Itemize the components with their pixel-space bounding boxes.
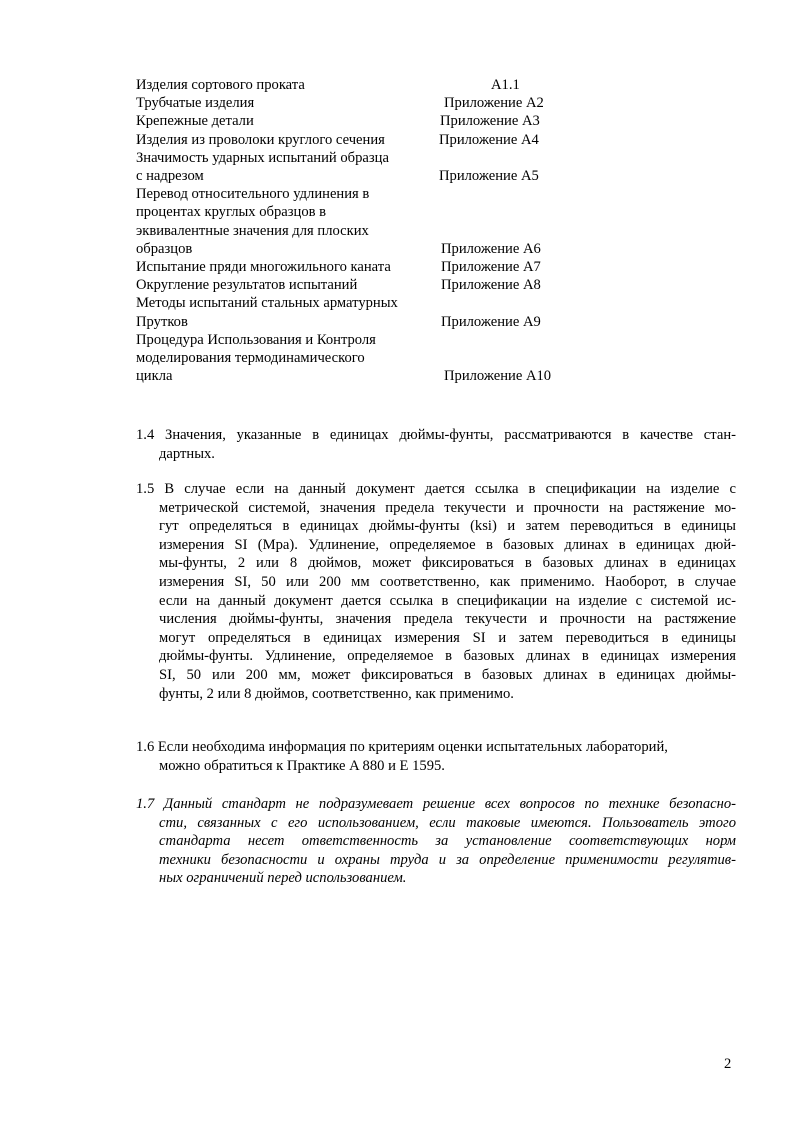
annex-item	[136, 258, 596, 276]
annex-item	[136, 149, 596, 185]
clause-line: 1.7 Данный стандарт не подразумевает решение всех вопросов по технике безопасно-	[136, 796, 736, 812]
annex-ref: Приложение A6	[441, 240, 541, 257]
annex-ref: Приложение A5	[439, 168, 539, 185]
annex-title-line: Трубчатые изделия	[136, 95, 255, 112]
page-number: 2	[724, 1056, 732, 1072]
annex-title-line: Прутков	[136, 313, 188, 330]
clause-line: 1.4 Значения, указанные в единицах дюймы-фунты, рассматриваются в качестве стан-	[136, 427, 736, 443]
clause-line: могут определяться в единицах измерения SI и затем переводиться в единицы	[159, 629, 736, 646]
clause-line: числения дюймы-фунты, значения предела текучести и прочности на растяжение	[159, 611, 736, 628]
clause-1-5	[136, 480, 736, 703]
annex-title-line: моделирования термодинамического	[136, 350, 365, 367]
annex-title-line: Процедура Использования и Контроля	[136, 331, 376, 348]
annex-title-line: с надрезом	[136, 168, 204, 185]
annex-title-line: Значимость ударных испытаний образца	[136, 149, 389, 166]
annex-ref: Приложение A2	[444, 95, 544, 112]
clause-line: 1.5 В случае если на данный документ дается ссылка в спецификации на изделие с	[136, 481, 736, 497]
annex-item	[136, 131, 596, 149]
clause-line: если на данный документ дается ссылка в спецификации на изделие с системой ис-	[159, 592, 736, 609]
clause-line: техники безопасности и охраны труда и за определение применимости регулятив-	[159, 851, 736, 868]
clause-1-4	[136, 426, 736, 463]
annex-ref: A1.1	[491, 77, 520, 93]
annex-ref: Приложение A3	[440, 113, 540, 130]
annex-item	[136, 185, 596, 258]
clause-line: измерения SI (Mpa). Удлинение, определяемое в базовых длинах в единицах дюй-	[159, 536, 736, 553]
clause-line: дюймы-фунты. Удлинение, определяемое в базовых длинах в единицах измерения	[159, 648, 736, 665]
annex-item	[136, 276, 596, 294]
clause-line: фунты, 2 или 8 дюймов, соответственно, как применимо.	[159, 685, 514, 702]
annex-ref: Приложение A8	[441, 277, 541, 294]
annex-title-line: Изделия сортового проката	[136, 77, 305, 93]
annex-item	[136, 331, 596, 386]
annex-title-line: Методы испытаний стальных арматурных	[136, 295, 398, 312]
annex-title-line: Перевод относительного удлинения в	[136, 186, 370, 203]
annex-title-line: Изделия из проволоки круглого сечения	[136, 131, 385, 148]
annex-title-line: образцов	[136, 240, 193, 257]
annex-title-line: Округление результатов испытаний	[136, 277, 358, 294]
annex-list	[136, 76, 596, 385]
annex-ref: Приложение A9	[441, 313, 541, 330]
clause-line: SI, 50 или 200 мм, может фиксироваться в базовых длинах в единицах дюймы-	[159, 666, 736, 683]
clause-line: измерения SI, 50 или 200 мм соответственно, как применимо. Наоборот, в случае	[159, 573, 736, 590]
annex-title-line: эквивалентные значения для плоских	[136, 222, 369, 239]
annex-ref: Приложение A4	[439, 131, 539, 148]
clause-line: метрической системой, значения предела текучести и прочности на растяжение мо-	[159, 499, 736, 516]
clause-line: сти, связанных с его использованием, если таковые имеются. Пользователь этого	[159, 814, 736, 831]
clause-line: стандарта несет ответственность за установление соответствующих норм	[159, 833, 736, 850]
clause-1-6	[136, 738, 736, 775]
clause-line: гут определяться в единицах дюймы-фунты (ksi) и затем переводиться в единицы	[159, 518, 736, 535]
annex-item	[136, 112, 596, 130]
annex-item	[136, 94, 596, 112]
clause-line: дартных.	[159, 445, 215, 462]
annex-title-line: цикла	[136, 368, 173, 385]
clause-line: мы-фунты, 2 или 8 дюймов, может фиксироваться в базовых длинах в единицах	[159, 555, 736, 572]
annex-ref: Приложение A10	[444, 368, 552, 385]
annex-ref: Приложение A7	[441, 259, 541, 276]
annex-title-line: Крепежные детали	[136, 113, 254, 130]
annex-item	[136, 76, 596, 94]
clause-line: можно обратиться к Практике A 880 и E 1595.	[159, 757, 445, 774]
annex-title-line: Испытание пряди многожильного каната	[136, 259, 391, 276]
annex-item	[136, 294, 596, 330]
annex-title-line: процентах круглых образцов в	[136, 204, 327, 221]
clause-line: 1.6 Если необходима информация по критериям оценки испытательных лабораторий,	[136, 739, 668, 755]
clause-1-7	[136, 795, 736, 888]
clause-line: ных ограничений перед использованием.	[159, 870, 407, 887]
